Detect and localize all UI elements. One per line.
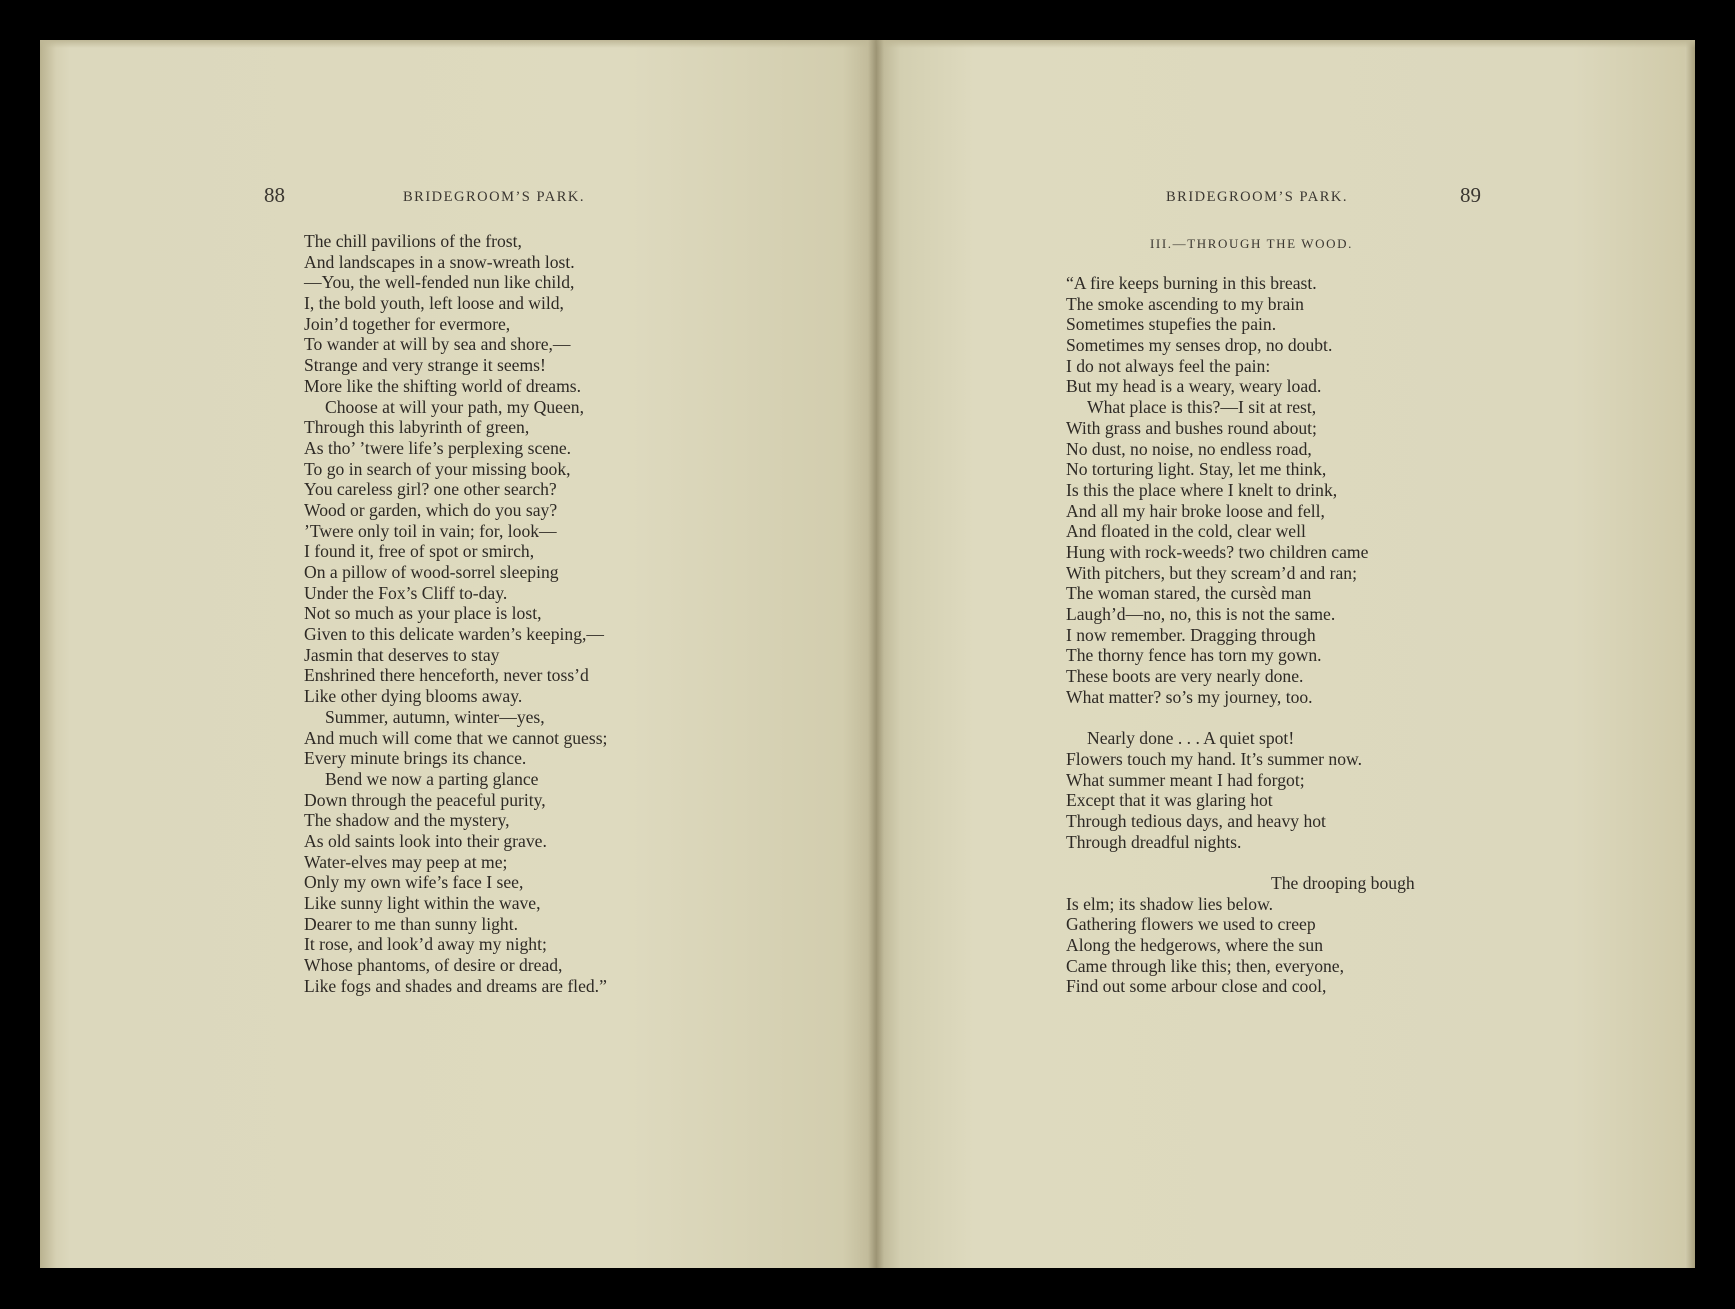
poem-line: The woman stared, the cursèd man: [1066, 583, 1312, 604]
poem-line: No torturing light. Stay, let me think,: [1066, 459, 1327, 480]
poem-line: And floated in the cold, clear well: [1066, 521, 1306, 542]
poem-line: Wood or garden, which do you say?: [304, 499, 558, 520]
poem-line: The drooping bough: [1271, 872, 1415, 893]
poem-line: Gathering flowers we used to creep: [1066, 914, 1316, 935]
poem-line: “A fire keeps burning in this breast.: [1066, 273, 1317, 293]
poem-line: Given to this delicate warden’s keeping,—: [304, 624, 604, 645]
poem-line: I now remember. Dragging through: [1066, 624, 1316, 645]
poem-line: Through dreadful nights.: [1066, 831, 1242, 852]
poem-line: —You, the well-fended nun like child,: [304, 272, 575, 293]
poem-line: The shadow and the mystery,: [304, 810, 510, 831]
poem-line: Nearly done . . . A quiet spot!: [1087, 728, 1295, 749]
right-page-number: 89: [1460, 183, 1481, 207]
poem-line: What summer meant I had forgot;: [1066, 769, 1305, 790]
poem-line: As old saints look into their grave.: [304, 830, 547, 851]
poem-line: Summer, autumn, winter—yes,: [325, 706, 545, 727]
stanza-break: [1066, 852, 1415, 873]
poem-line: Not so much as your place is lost,: [304, 603, 542, 624]
poem-line: The chill pavilions of the frost,: [304, 231, 522, 251]
poem-line: Dearer to me than sunny light.: [304, 913, 519, 934]
poem-line: You careless girl? one other search?: [304, 479, 557, 500]
poem-line: I do not always feel the pain:: [1066, 355, 1271, 376]
poem-line: Came through like this; then, everyone,: [1066, 955, 1345, 976]
poem-line: Join’d together for evermore,: [304, 313, 511, 334]
poem-line: Sometimes stupefies the pain.: [1066, 314, 1277, 335]
right-page-edge: [1685, 40, 1695, 1268]
poem-line: Choose at will your path, my Queen,: [325, 396, 584, 417]
poem-line: Is elm; its shadow lies below.: [1066, 893, 1274, 914]
poem-line: ’Twere only toil in vain; for, look—: [304, 520, 557, 541]
poem-line: Along the hedgerows, where the sun: [1066, 935, 1323, 955]
poem-line: I found it, free of spot or smirch,: [304, 541, 535, 562]
book-gutter: [868, 40, 884, 1268]
right-poem-text: [1066, 273, 1415, 997]
poem-line: The smoke ascending to my brain: [1066, 293, 1304, 314]
poem-line: With grass and bushes round about;: [1066, 417, 1317, 438]
poem-line: Water-elves may peep at me;: [304, 851, 508, 872]
left-page-edge: [40, 40, 56, 1268]
poem-line: Under the Fox’s Cliff to-day.: [304, 582, 508, 603]
poem-line: The thorny fence has torn my gown.: [1066, 645, 1322, 666]
left-running-head: BRIDEGROOM’S PARK.: [403, 189, 585, 205]
poem-line: Hung with rock-weeds? two children came: [1066, 541, 1369, 562]
poem-line: On a pillow of wood-sorrel sleeping: [304, 562, 559, 582]
poem-line: To wander at will by sea and shore,—: [304, 334, 571, 355]
poem-line: But my head is a weary, weary load.: [1066, 376, 1322, 397]
poem-line: Except that it was glaring hot: [1066, 790, 1273, 811]
poem-line: What matter? so’s my journey, too.: [1066, 686, 1313, 707]
poem-line: Every minute brings its chance.: [304, 748, 527, 769]
poem-line: Flowers touch my hand. It’s summer now.: [1066, 748, 1362, 769]
poem-line: More like the shifting world of dreams.: [304, 375, 582, 396]
left-poem-text: [304, 231, 607, 996]
poem-line: And much will come that we cannot guess;: [304, 727, 608, 748]
poem-line: Only my own wife’s face I see,: [304, 872, 524, 893]
poem-line: Enshrined there henceforth, never toss’d: [304, 665, 589, 686]
poem-line: Strange and very strange it seems!: [304, 355, 546, 376]
poem-line: What place is this?—I sit at rest,: [1087, 397, 1317, 418]
poem-line: These boots are very nearly done.: [1066, 666, 1304, 687]
poem-line: Like sunny light within the wave,: [304, 893, 541, 913]
poem-line: Through tedious days, and heavy hot: [1066, 810, 1326, 831]
poem-line: Whose phantoms, of desire or dread,: [304, 955, 563, 976]
right-running-head: BRIDEGROOM’S PARK.: [1166, 189, 1348, 205]
poem-line: Down through the peaceful purity,: [304, 789, 546, 810]
poem-line: Bend we now a parting glance: [325, 768, 539, 789]
poem-line: And all my hair broke loose and fell,: [1066, 500, 1325, 521]
poem-line: Jasmin that deserves to stay: [304, 644, 500, 665]
poem-line: To go in search of your missing book,: [304, 458, 571, 479]
poem-line: Like other dying blooms away.: [304, 686, 523, 707]
poem-line: It rose, and look’d away my night;: [304, 934, 547, 955]
poem-line: No dust, no noise, no endless road,: [1066, 438, 1312, 459]
poem-line: And landscapes in a snow-wreath lost.: [304, 251, 575, 272]
poem-line: With pitchers, but they scream’d and ran;: [1066, 562, 1357, 583]
left-page-number: 88: [264, 183, 285, 207]
poem-line: Like fogs and shades and dreams are fled.”: [304, 975, 607, 996]
poem-line: Is this the place where I knelt to drink,: [1066, 479, 1338, 500]
poem-line: Laugh’d—no, no, this is not the same.: [1066, 604, 1336, 624]
stanza-break: [1066, 707, 1415, 728]
open-book-spread: [40, 40, 1695, 1268]
poem-line: Through this labyrinth of green,: [304, 417, 530, 438]
poem-line: As tho’ ’twere life’s perplexing scene.: [304, 437, 572, 458]
poem-line: I, the bold youth, left loose and wild,: [304, 293, 564, 314]
poem-line: Find out some arbour close and cool,: [1066, 976, 1327, 997]
section-title: III.—THROUGH THE WOOD.: [1150, 236, 1353, 251]
poem-line: Sometimes my senses drop, no doubt.: [1066, 335, 1333, 356]
